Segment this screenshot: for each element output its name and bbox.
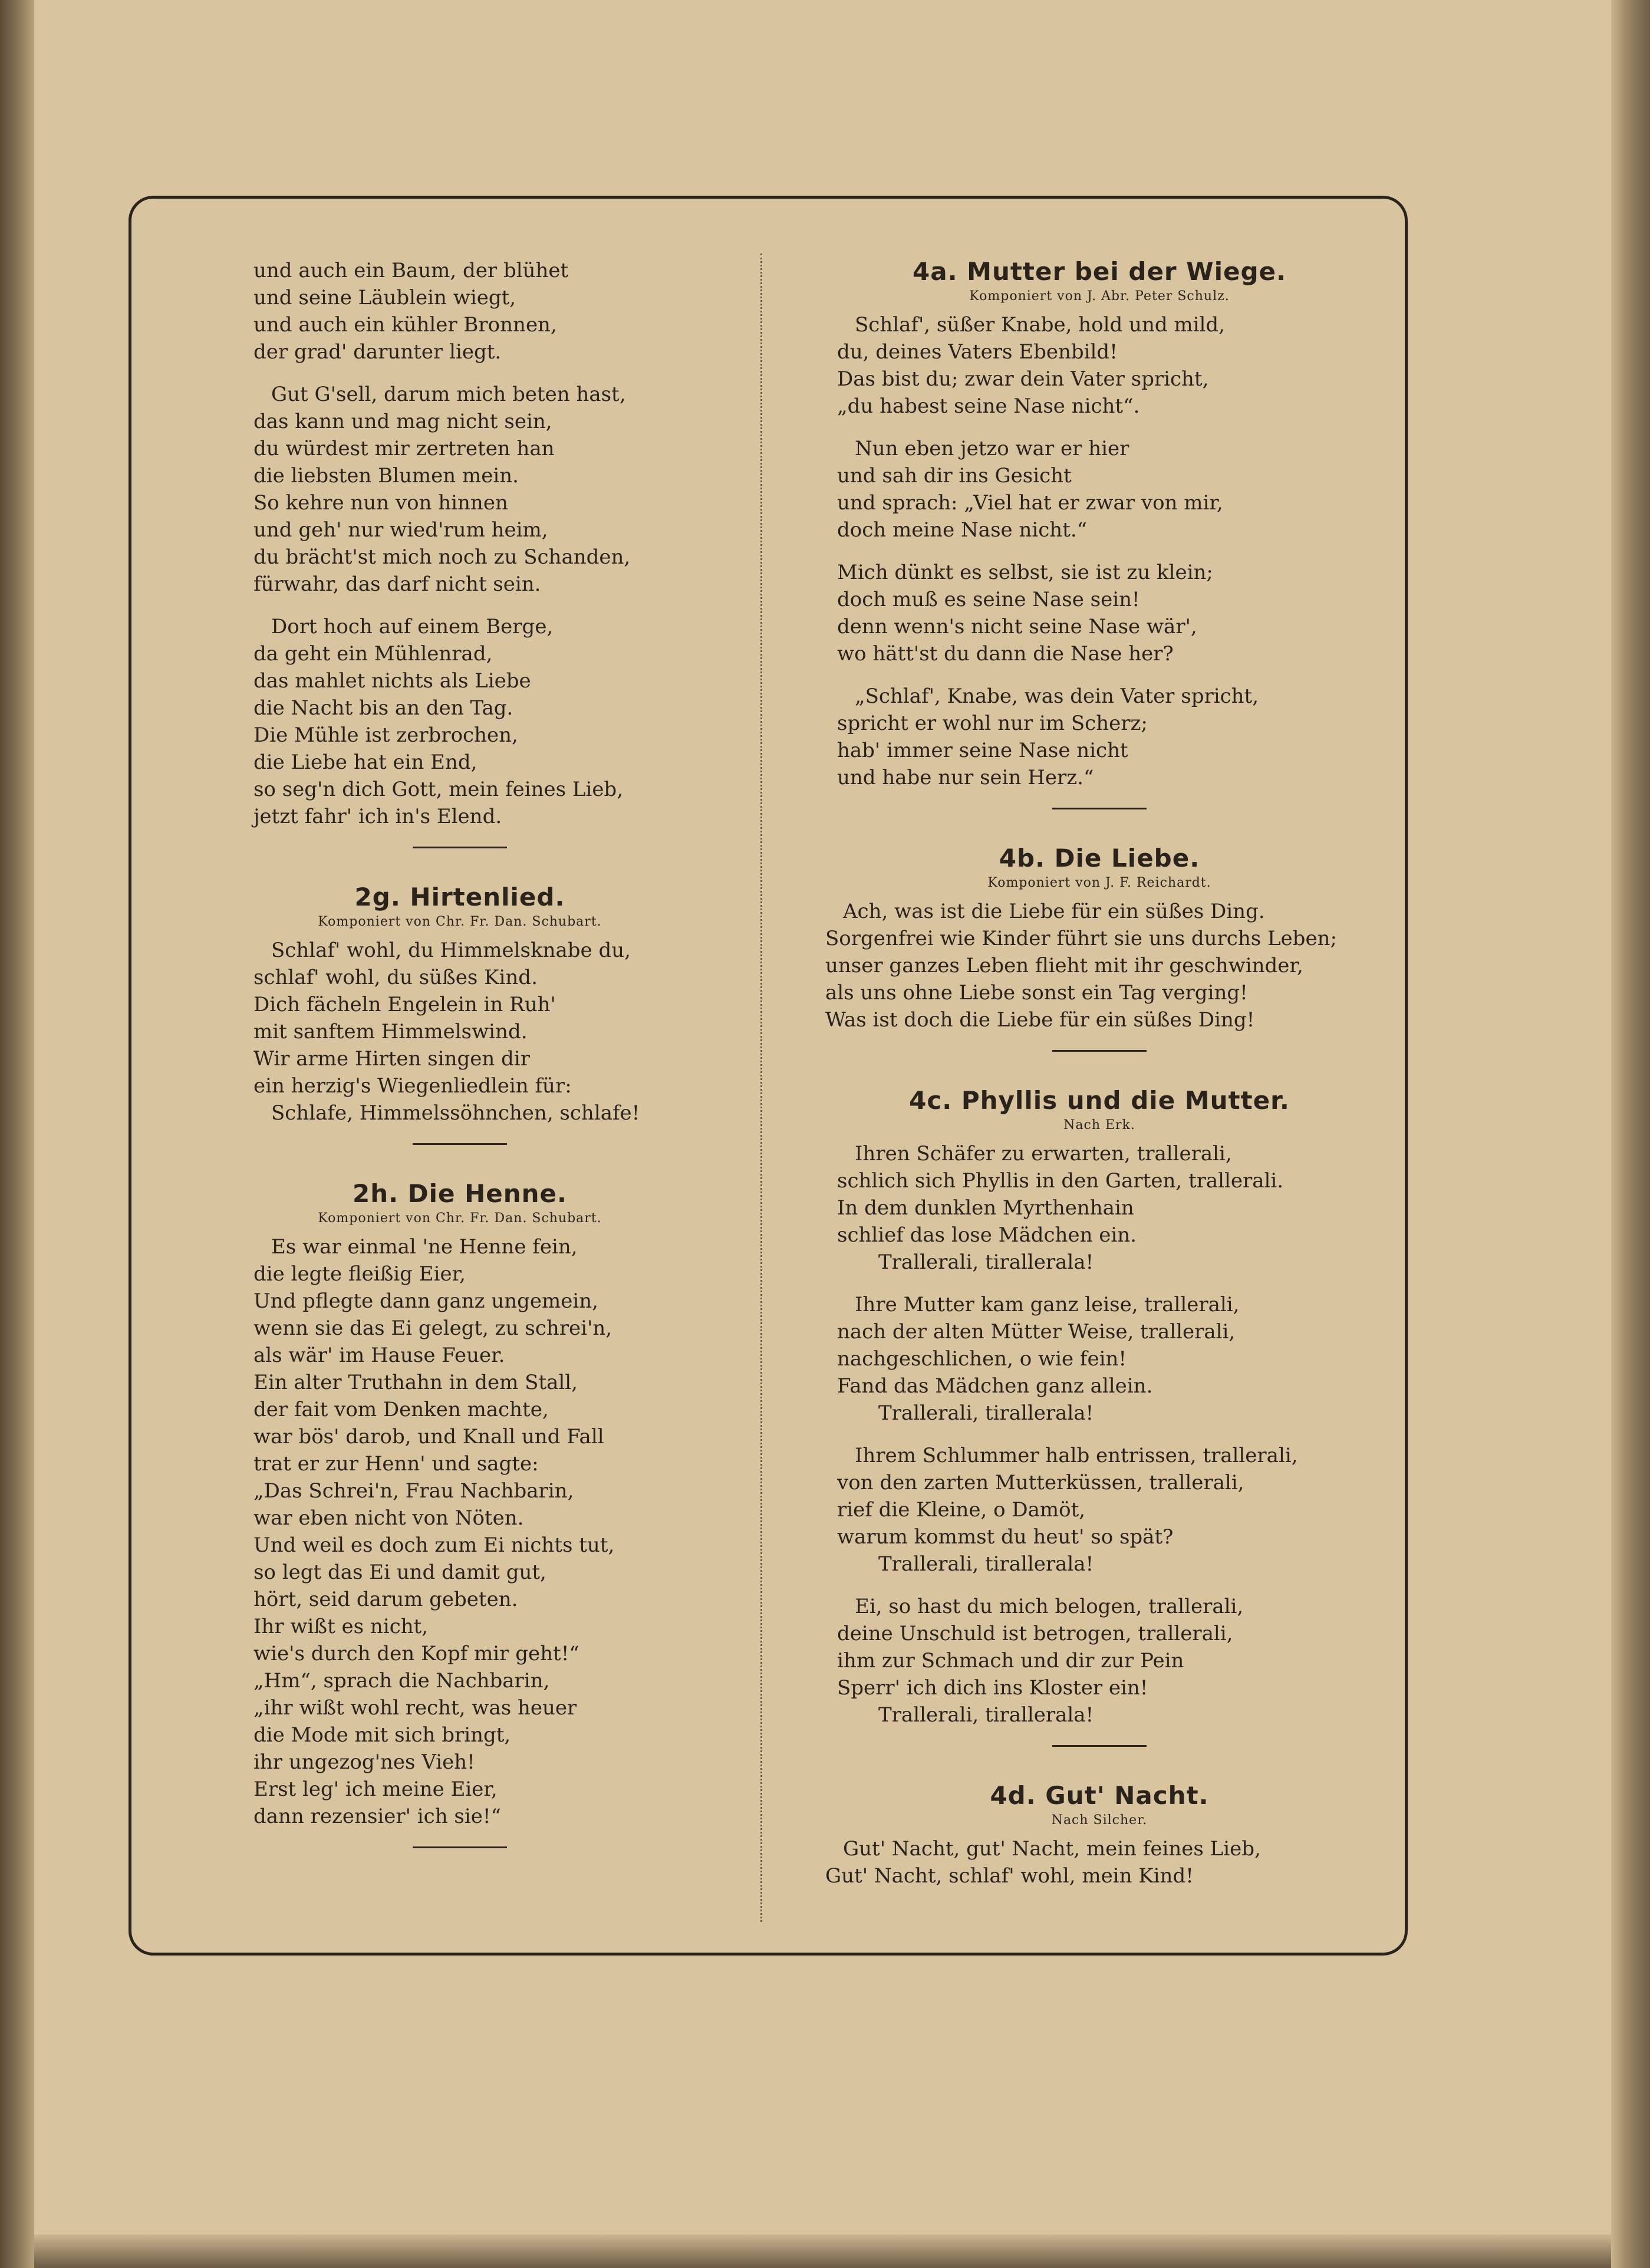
verse-line: Ein alter Truthahn in dem Stall, (253, 1371, 578, 1394)
stanza (253, 381, 666, 598)
verse-line: war eben nicht von Nöten. (253, 1506, 524, 1530)
verse-line: und sah dir ins Gesicht (837, 464, 1072, 488)
verse-line: unser ganzes Leben flieht mit ihr geschwinder, (825, 954, 1303, 977)
verse-line: du, deines Vaters Ebenbild! (837, 340, 1118, 364)
verse-line: Wir arme Hirten singen dir (253, 1047, 530, 1071)
right-column (825, 257, 1374, 1905)
verse-line: Gut G'sell, darum mich beten hast, (271, 383, 626, 406)
verse-line: Schlaf' wohl, du Himmelsknabe du, (271, 939, 631, 962)
verse-line: die Liebe hat ein End, (253, 750, 477, 774)
verse-line: Und weil es doch zum Ei nichts tut, (253, 1533, 615, 1557)
section-separator (1052, 1745, 1147, 1747)
verse-line: denn wenn's nicht seine Nase wär', (837, 615, 1197, 638)
composer-credit: Komponiert von J. Abr. Peter Schulz. (969, 289, 1230, 304)
refrain-line: Trallerali, tirallerala! (878, 1703, 1094, 1727)
verse-line: ihr ungezog'nes Vieh! (253, 1750, 475, 1774)
verse-line: doch meine Nase nicht.“ (837, 518, 1088, 542)
song-title: 4c. Phyllis und die Mutter. (909, 1086, 1290, 1115)
verse-line: so legt das Ei und damit gut, (253, 1561, 546, 1584)
verse-line: jetzt fahr' ich in's Elend. (253, 805, 502, 828)
song-title: 2g. Hirtenlied. (354, 883, 565, 911)
verse-line: nachgeschlichen, o wie fein! (837, 1347, 1127, 1371)
stanza (253, 613, 666, 830)
verse-line: Dich fächeln Engelein in Ruh' (253, 993, 556, 1016)
stanza (253, 1233, 666, 1830)
verse-line: Gut' Nacht, schlaf' wohl, mein Kind! (825, 1864, 1194, 1888)
verse-line: als uns ohne Liebe sonst ein Tag verging! (825, 981, 1248, 1005)
section-separator (413, 1846, 507, 1848)
verse-line: Sorgenfrei wie Kinder führt sie uns durchs Leben; (825, 927, 1337, 950)
verse-line: Das bist du; zwar dein Vater spricht, (837, 367, 1209, 391)
verse-line: deine Unschuld ist betrogen, trallerali, (837, 1622, 1233, 1645)
verse-line: war bös' darob, und Knall und Fall (253, 1425, 604, 1449)
stanza (825, 435, 1374, 544)
verse-line: Ihrem Schlummer halb entrissen, trallerali, (855, 1444, 1298, 1467)
song-title: 2h. Die Henne. (353, 1179, 567, 1208)
verse-line: Fand das Mädchen ganz allein. (837, 1374, 1153, 1398)
verse-line: Sperr' ich dich ins Kloster ein! (837, 1676, 1148, 1700)
verse-line: wenn sie das Ei gelegt, zu schrei'n, (253, 1316, 612, 1340)
stanza (825, 1291, 1374, 1427)
verse-line: In dem dunklen Myrthenhain (837, 1196, 1134, 1220)
section-separator (1052, 1050, 1147, 1052)
verse-line: mit sanftem Himmelswind. (253, 1020, 528, 1044)
verse-line: Ihr wißt es nicht, (253, 1615, 429, 1638)
verse-line: Dort hoch auf einem Berge, (271, 615, 554, 638)
section-separator (1052, 808, 1147, 809)
composer-credit: Nach Silcher. (1051, 1813, 1148, 1828)
verse-line: Ihren Schäfer zu erwarten, trallerali, (855, 1142, 1232, 1166)
verse-line: trat er zur Henn' und sagte: (253, 1452, 539, 1476)
stanza (825, 898, 1374, 1033)
verse-line: schlich sich Phyllis in den Garten, trallerali. (837, 1169, 1284, 1193)
verse-line: „ihr wißt wohl recht, was heuer (253, 1696, 577, 1720)
stanza (825, 1593, 1374, 1729)
verse-line: Es war einmal 'ne Henne fein, (271, 1235, 578, 1259)
refrain-line: Trallerali, tirallerala! (878, 1250, 1094, 1274)
section-separator (413, 1143, 507, 1145)
verse-line: Ihre Mutter kam ganz leise, trallerali, (855, 1293, 1240, 1316)
verse-line: spricht er wohl nur im Scherz; (837, 712, 1148, 735)
page-binding-edge (0, 0, 34, 2268)
verse-line: da geht ein Mühlenrad, (253, 642, 493, 666)
verse-line: und seine Läublein wiegt, (253, 286, 516, 310)
stanza (825, 683, 1374, 791)
song-title: 4a. Mutter bei der Wiege. (913, 257, 1286, 286)
refrain-line: Trallerali, tirallerala! (878, 1552, 1094, 1576)
verse-line: Was ist doch die Liebe für ein süßes Ding! (825, 1008, 1255, 1032)
verse-line: ihm zur Schmach und dir zur Pein (837, 1649, 1184, 1673)
verse-line: So kehre nun von hinnen (253, 491, 508, 515)
verse-line: Erst leg' ich meine Eier, (253, 1777, 498, 1801)
verse-line: du würdest mir zertreten han (253, 437, 555, 460)
verse-line: der fait vom Denken machte, (253, 1398, 549, 1421)
verse-line: und geh' nur wied'rum heim, (253, 518, 548, 542)
verse-line: „Das Schrei'n, Frau Nachbarin, (253, 1479, 574, 1503)
page-bottom-edge (34, 2234, 1611, 2268)
song-title: 4b. Die Liebe. (999, 844, 1200, 873)
verse-line: und sprach: „Viel hat er zwar von mir, (837, 491, 1223, 515)
verse-line: rief die Kleine, o Damöt, (837, 1498, 1086, 1522)
stanza (253, 937, 666, 1127)
verse-line: ein herzig's Wiegenliedlein für: (253, 1074, 572, 1098)
verse-line: das kann und mag nicht sein, (253, 410, 552, 433)
verse-line: Die Mühle ist zerbrochen, (253, 723, 518, 747)
verse-line: schlaf' wohl, du süßes Kind. (253, 966, 538, 989)
verse-line: und habe nur sein Herz.“ (837, 766, 1094, 789)
verse-line: Schlaf', süßer Knabe, hold und mild, (855, 313, 1225, 337)
verse-line: so seg'n dich Gott, mein feines Lieb, (253, 778, 624, 801)
stanza (825, 1140, 1374, 1276)
verse-line: doch muß es seine Nase sein! (837, 588, 1140, 611)
verse-line: du brächt'st mich noch zu Schanden, (253, 545, 631, 569)
verse-line: hab' immer seine Nase nicht (837, 739, 1128, 762)
refrain-line: Trallerali, tirallerala! (878, 1401, 1094, 1425)
verse-line: als wär' im Hause Feuer. (253, 1344, 505, 1367)
verse-line: dann rezensier' ich sie!“ (253, 1805, 501, 1828)
verse-line: Schlafe, Himmelssöhnchen, schlafe! (271, 1101, 640, 1125)
verse-line: und auch ein Baum, der blühet (253, 259, 569, 282)
verse-line: Gut' Nacht, gut' Nacht, mein feines Lieb, (843, 1837, 1261, 1861)
verse-line: warum kommst du heut' so spät? (837, 1525, 1174, 1549)
verse-line: das mahlet nichts als Liebe (253, 669, 531, 693)
verse-line: der grad' darunter liegt. (253, 340, 502, 364)
stanza (253, 257, 666, 366)
verse-line: „du habest seine Nase nicht“. (837, 394, 1140, 418)
verse-line: die Nacht bis an den Tag. (253, 696, 513, 720)
verse-line: Nun eben jetzo war er hier (855, 437, 1129, 460)
verse-line: Ei, so hast du mich belogen, trallerali, (855, 1595, 1244, 1618)
verse-line: Ach, was ist die Liebe für ein süßes Ding. (843, 900, 1265, 923)
stanza (825, 1835, 1374, 1890)
verse-line: „Schlaf', Knabe, was dein Vater spricht, (855, 684, 1259, 708)
verse-line: wo hätt'st du dann die Nase her? (837, 642, 1174, 666)
verse-line: und auch ein kühler Bronnen, (253, 313, 557, 337)
song-title: 4d. Gut' Nacht. (990, 1781, 1209, 1810)
page-right-edge (1611, 0, 1650, 2268)
left-column (253, 257, 666, 1882)
verse-line: fürwahr, das darf nicht sein. (253, 572, 541, 596)
verse-line: schlief das lose Mädchen ein. (837, 1223, 1137, 1247)
verse-line: Mich dünkt es selbst, sie ist zu klein; (837, 561, 1213, 584)
section-separator (413, 847, 507, 848)
composer-credit: Komponiert von J. F. Reichardt. (987, 875, 1211, 890)
verse-line: nach der alten Mütter Weise, trallerali, (837, 1320, 1236, 1344)
verse-line: die liebsten Blumen mein. (253, 464, 519, 488)
verse-line: die legte fleißig Eier, (253, 1262, 466, 1286)
composer-credit: Komponiert von Chr. Fr. Dan. Schubart. (318, 914, 602, 929)
stanza (825, 1442, 1374, 1578)
column-divider (760, 254, 762, 1922)
composer-credit: Komponiert von Chr. Fr. Dan. Schubart. (318, 1211, 602, 1226)
verse-line: von den zarten Mutterküssen, trallerali, (837, 1471, 1244, 1495)
verse-line: wie's durch den Kopf mir geht!“ (253, 1642, 579, 1665)
verse-line: „Hm“, sprach die Nachbarin, (253, 1669, 550, 1693)
stanza (825, 311, 1374, 420)
stanza (825, 559, 1374, 667)
composer-credit: Nach Erk. (1063, 1118, 1135, 1133)
verse-line: hört, seid darum gebeten. (253, 1588, 518, 1611)
verse-line: die Mode mit sich bringt, (253, 1723, 511, 1747)
verse-line: Und pflegte dann ganz ungemein, (253, 1289, 598, 1313)
